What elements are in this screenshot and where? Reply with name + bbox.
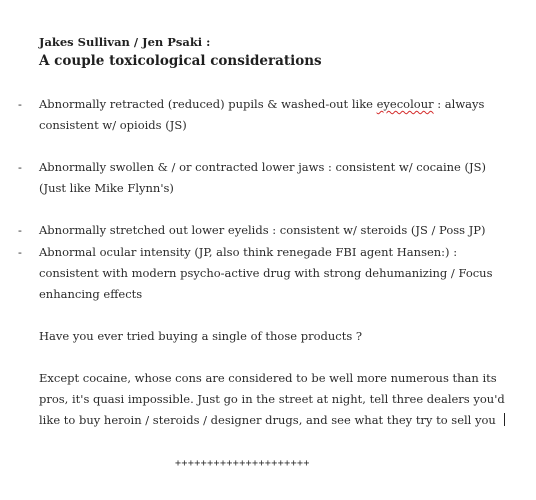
list-item-line xyxy=(39,94,484,115)
list-item-line: (Just like Mike Flynn's) xyxy=(39,181,174,195)
misspelled-word[interactable]: eyecolour xyxy=(376,97,434,111)
paragraph-line: Except cocaine, whose cons are considered to be well more numerous than its xyxy=(39,371,497,385)
bullet-marker: - xyxy=(18,160,22,174)
text-segment: : always xyxy=(433,97,485,111)
list-item-line: enhancing effects xyxy=(39,287,143,301)
section-separator: +++++++++++++++++++++ xyxy=(175,458,310,469)
bullet-marker: - xyxy=(18,245,22,259)
paragraph-line: pros, it's quasi impossible. Just go in the street at night, tell three dealers you'd xyxy=(39,392,505,406)
list-item-line: Abnormally stretched out lower eyelids : consistent w/ steroids (JS / Poss JP) xyxy=(39,223,486,237)
text-segment: Abnormally retracted (reduced) pupils & washed-out like xyxy=(39,97,377,111)
text-cursor xyxy=(504,413,505,426)
list-item-line: consistent w/ opioids (JS) xyxy=(39,118,187,132)
text-segment: like to buy heroin / steroids / designer drugs, and see what they try to sell you xyxy=(39,413,496,427)
bullet-marker: - xyxy=(18,97,22,111)
list-item-line: consistent with modern psycho-active drug with strong dehumanizing / Focus xyxy=(39,266,493,280)
paragraph-line xyxy=(39,410,505,431)
list-item-line: Abnormally swollen & / or contracted lower jaws : consistent w/ cocaine (JS) xyxy=(39,160,486,174)
document-title: A couple toxicological considerations xyxy=(39,53,322,69)
question-paragraph: Have you ever tried buying a single of those products ? xyxy=(39,329,363,343)
list-item-line: Abnormal ocular intensity (JP, also think renegade FBI agent Hansen:) : xyxy=(39,245,458,259)
document-subtitle: Jakes Sullivan / Jen Psaki : xyxy=(39,35,211,49)
bullet-marker: - xyxy=(18,223,22,237)
